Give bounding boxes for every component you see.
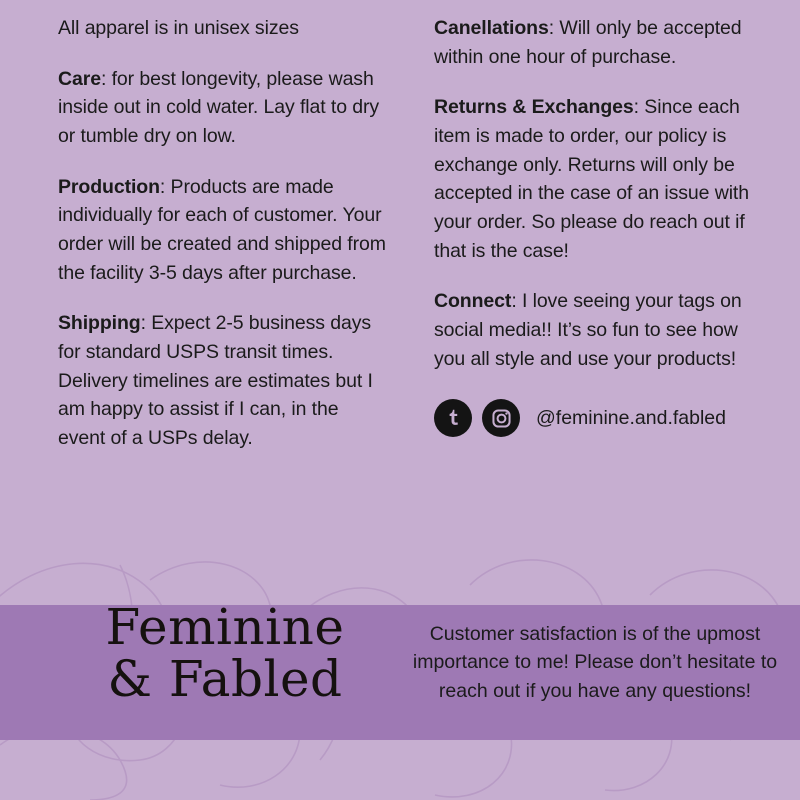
policy-paragraph-sizes [58, 14, 388, 43]
brand-logo [40, 598, 410, 708]
brand-line-1: Feminine [105, 598, 345, 656]
policy-lead-cancellations: Canellations [434, 17, 549, 39]
policy-paragraph-cancellations [434, 14, 766, 71]
instagram-icon[interactable] [482, 399, 520, 437]
social-row [434, 399, 766, 437]
left-policy-column [58, 14, 388, 565]
policy-body-connect: : I love seeing your tags on social media!! It’s so fun to see how you all style and use your products! [434, 290, 742, 370]
policy-paragraph-care [58, 65, 388, 151]
policy-body-production: : Products are made individually for each of customer. Your order will be created and shipped from the facility 3-5 days after purchase. [58, 175, 386, 284]
policy-paragraph-returns [434, 93, 766, 265]
policy-lead-returns: Returns & Exchanges [434, 96, 634, 119]
policy-body-returns: : Since each item is made to order, our policy is exchange only. Returns will only be accepted in the case of an issue with your order. So please do reach out if that is the case! [434, 96, 749, 262]
policy-paragraph-shipping [58, 309, 388, 452]
policy-lead-care: Care [58, 67, 101, 90]
brand-line-2: & Fabled [107, 650, 343, 708]
policy-paragraph-production [58, 173, 388, 288]
social-handle: @feminine.and.fabled [536, 406, 727, 429]
policy-lead-shipping: Shipping [58, 312, 141, 335]
policy-lead-connect: Connect [434, 290, 512, 313]
policy-body-cancellations: : Will only be accepted within one hour of purchase. [434, 17, 742, 68]
right-policy-column [434, 14, 766, 565]
policy-paragraph-connect [434, 287, 766, 373]
policy-lead-production: Production [58, 175, 160, 198]
satisfaction-note: Customer satisfaction is of the upmost importance to me! Please don’t hesitate to reach out if you have any questions! [412, 623, 778, 702]
policy-body-care: : for best longevity, please wash inside out in cold water. Lay flat to dry or tumble dry on low. [58, 67, 380, 147]
tumblr-icon[interactable] [434, 399, 472, 437]
policy-body-sizes: All apparel is in unisex sizes [58, 17, 299, 39]
policy-body-shipping: : Expect 2-5 business days for standard USPS transit times. Delivery timelines are estimates but I am happy to assist if I can, in the event of a USPs delay. [58, 312, 373, 449]
